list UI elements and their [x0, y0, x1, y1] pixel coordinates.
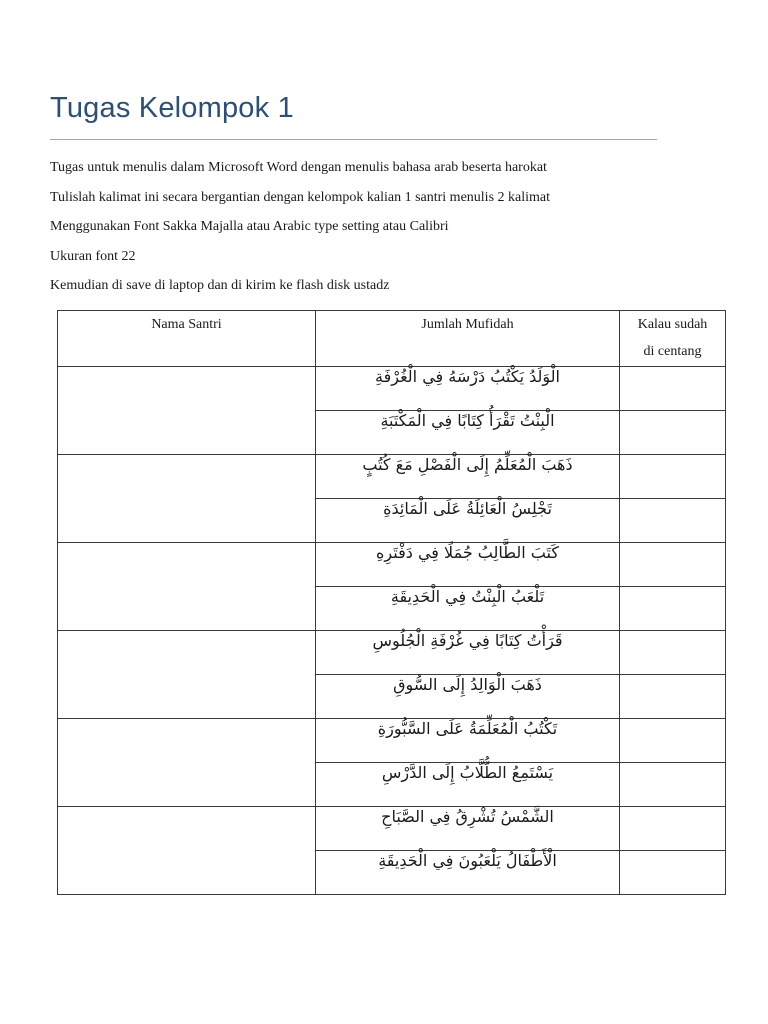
check-cell[interactable]: [620, 763, 726, 807]
header-check-line2: di centang: [643, 344, 702, 359]
santri-name-cell[interactable]: [58, 631, 316, 719]
instruction-line: Kemudian di save di laptop dan di kirim ke flash disk ustadz: [50, 278, 390, 294]
table-header-row: [58, 311, 726, 367]
sentence-cell: يَسْتَمِعُ الطُّلَّابُ إِلَى الدَّرْسِ: [316, 763, 620, 807]
instruction-line: Tulislah kalimat ini secara bergantian dengan kelompok kalian 1 santri menulis 2 kalimat: [50, 189, 551, 205]
sentence-cell: تَلْعَبُ الْبِنْتُ فِي الْحَدِيقَةِ: [316, 587, 620, 631]
check-cell[interactable]: [620, 719, 726, 763]
sentence-cell: الْأَطْفَالُ يَلْعَبُونَ فِي الْحَدِيقَةِ: [316, 851, 620, 895]
table-row: [58, 631, 726, 675]
santri-name-cell[interactable]: [58, 719, 316, 807]
assignment-table: [57, 310, 726, 895]
sentence-cell: تَجْلِسُ الْعَائِلَةُ عَلَى الْمَائِدَةِ: [316, 499, 620, 543]
sentence-cell: قَرَأْتُ كِتَابًا فِي غُرْفَةِ الْجُلُوسِ: [316, 631, 620, 675]
santri-name-cell[interactable]: [58, 455, 316, 543]
santri-name-cell[interactable]: [58, 367, 316, 455]
header-nama-santri: Nama Santri: [58, 311, 316, 367]
sentence-cell: كَتَبَ الطَّالِبُ جُمَلًا فِي دَفْتَرِهِ: [316, 543, 620, 587]
title-underline: [50, 139, 657, 140]
santri-name-cell[interactable]: [58, 543, 316, 631]
santri-name-cell[interactable]: [58, 807, 316, 895]
sentence-cell: تَكْتُبُ الْمُعَلِّمَةُ عَلَى السَّبُّورَةِ: [316, 719, 620, 763]
check-cell[interactable]: [620, 543, 726, 587]
check-cell[interactable]: [620, 499, 726, 543]
table-row: [58, 807, 726, 851]
table-row: [58, 719, 726, 763]
check-cell[interactable]: [620, 587, 726, 631]
check-cell[interactable]: [620, 851, 726, 895]
instructions-block: [50, 158, 740, 306]
header-check-line1: Kalau sudah: [637, 317, 708, 332]
header-jumlah-mufidah: Jumlah Mufidah: [316, 311, 620, 367]
check-cell[interactable]: [620, 675, 726, 719]
table-row: [58, 455, 726, 499]
check-cell[interactable]: [620, 455, 726, 499]
check-cell[interactable]: [620, 367, 726, 411]
instruction-line: Ukuran font 22: [50, 248, 136, 264]
check-cell[interactable]: [620, 411, 726, 455]
sentence-cell: ذَهَبَ الْمُعَلِّمُ إِلَى الْفَصْلِ مَعَ كُتُبٍ: [316, 455, 620, 499]
check-cell[interactable]: [620, 631, 726, 675]
page-title: Tugas Kelompok 1: [50, 92, 294, 124]
sentence-cell: الشَّمْسُ تُشْرِقُ فِي الصَّبَاحِ: [316, 807, 620, 851]
table-row: [58, 543, 726, 587]
sentence-cell: الْوَلَدُ يَكْتُبُ دَرْسَهُ فِي الْغُرْفَةِ: [316, 367, 620, 411]
sentence-cell: الْبِنْتُ تَقْرَأُ كِتَابًا فِي الْمَكْتَبَةِ: [316, 411, 620, 455]
check-cell[interactable]: [620, 807, 726, 851]
sentence-cell: ذَهَبَ الْوَالِدُ إِلَى السُّوقِ: [316, 675, 620, 719]
instruction-line: Menggunakan Font Sakka Majalla atau Arabic type setting atau Calibri: [50, 219, 449, 235]
table-row: [58, 367, 726, 411]
header-kalau-sudah: [620, 311, 726, 367]
instruction-line: Tugas untuk menulis dalam Microsoft Word dengan menulis bahasa arab beserta harokat: [50, 160, 547, 175]
